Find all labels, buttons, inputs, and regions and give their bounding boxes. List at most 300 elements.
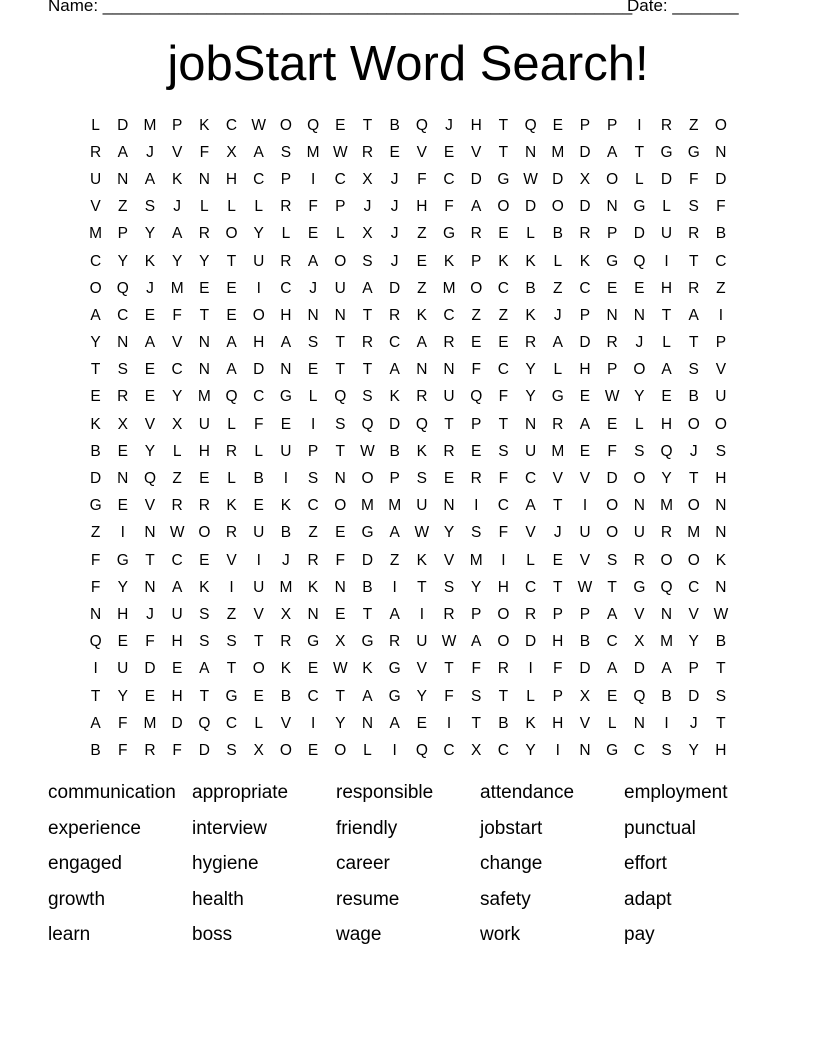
grid-letter: I	[501, 551, 506, 569]
grid-letter: K	[144, 252, 156, 270]
grid-letter: I	[392, 741, 397, 759]
grid-letter: J	[390, 225, 399, 243]
grid-letter: G	[443, 225, 456, 243]
grid-letter: E	[307, 361, 319, 379]
grid-letter: E	[199, 470, 210, 488]
grid-letter: I	[446, 714, 452, 732]
grid-letter: C	[524, 578, 537, 596]
grid-letter: O	[660, 551, 673, 569]
grid-letter: E	[443, 470, 455, 488]
grid-letter: Z	[308, 524, 318, 542]
grid-letter: T	[335, 442, 346, 460]
grid-letter: M	[279, 578, 293, 596]
grid-letter: K	[280, 660, 292, 678]
grid-letter: B	[90, 442, 101, 460]
grid-letter: E	[443, 143, 455, 161]
grid-letter: O	[279, 741, 292, 759]
grid-letter: C	[443, 306, 455, 324]
grid-letter: T	[226, 252, 237, 270]
grid-letter: O	[225, 225, 238, 243]
grid-letter: E	[199, 551, 210, 569]
grid-letter: A	[661, 660, 672, 678]
grid-letter: M	[469, 551, 483, 569]
grid-letter: N	[633, 714, 645, 732]
grid-letter: K	[389, 388, 400, 406]
grid-letter: T	[716, 714, 726, 732]
grid-letter: D	[633, 660, 645, 678]
grid-letter: Z	[716, 279, 726, 297]
grid-letter: V	[634, 605, 645, 623]
grid-letter: N	[606, 306, 618, 324]
grid-letter: K	[525, 714, 536, 732]
word-list-item: interview	[192, 817, 267, 839]
grid-letter: V	[715, 361, 727, 379]
grid-letter: A	[362, 279, 373, 297]
grid-letter: S	[362, 388, 373, 406]
grid-letter: C	[334, 170, 346, 188]
grid-letter: N	[606, 198, 618, 216]
grid-letter: N	[443, 497, 455, 515]
grid-letter: F	[471, 361, 481, 379]
grid-letter: P	[471, 415, 482, 433]
grid-letter: R	[443, 334, 455, 352]
grid-letter: S	[661, 741, 672, 759]
grid-letter: K	[416, 306, 428, 324]
grid-letter: J	[363, 198, 372, 216]
word-list-item: learn	[48, 924, 91, 946]
grid-letter: C	[606, 633, 618, 651]
grid-letter: Q	[89, 633, 102, 651]
date-field-label: Date: _______	[627, 0, 739, 15]
grid-letter: B	[280, 687, 292, 705]
word-list-item: resume	[336, 888, 400, 910]
grid-letter: C	[443, 170, 455, 188]
grid-letter: X	[634, 633, 645, 651]
grid-letter: A	[688, 306, 699, 324]
grid-letter: U	[579, 524, 591, 542]
grid-letter: D	[253, 361, 265, 379]
grid-letter: S	[498, 442, 509, 460]
grid-letter: D	[524, 198, 537, 216]
grid-letter: F	[444, 198, 454, 216]
grid-letter: I	[93, 660, 98, 678]
word-list-item: jobstart	[480, 817, 543, 839]
grid-letter: F	[716, 198, 726, 216]
grid-letter: M	[551, 143, 565, 161]
grid-letter: V	[579, 714, 591, 732]
grid-letter: G	[633, 578, 646, 596]
grid-letter: K	[280, 497, 292, 515]
grid-letter: Y	[688, 741, 699, 759]
grid-letter: V	[471, 143, 482, 161]
grid-letter: Y	[525, 741, 536, 759]
grid-letter: H	[198, 442, 210, 460]
grid-letter: R	[280, 198, 292, 216]
grid-letter: Q	[524, 116, 537, 134]
grid-letter: M	[89, 225, 103, 243]
grid-letter: S	[199, 605, 210, 623]
grid-letter: S	[144, 198, 156, 216]
grid-letter: E	[498, 225, 509, 243]
grid-letter: A	[362, 687, 373, 705]
grid-letter: N	[715, 143, 727, 161]
grid-letter: C	[443, 741, 455, 759]
grid-letter: I	[256, 279, 261, 297]
grid-letter: N	[443, 361, 455, 379]
grid-letter: X	[226, 143, 237, 161]
grid-letter: U	[253, 252, 265, 270]
grid-letter: F	[553, 660, 563, 678]
grid-letter: R	[171, 497, 183, 515]
grid-letter: C	[497, 497, 509, 515]
grid-letter: S	[362, 252, 373, 270]
grid-letter: H	[497, 578, 509, 596]
word-list-item: effort	[624, 853, 667, 875]
grid-letter: Y	[144, 442, 156, 460]
grid-letter: D	[606, 470, 618, 488]
grid-letter: K	[416, 442, 428, 460]
grid-letter: S	[416, 470, 428, 488]
grid-letter: T	[716, 660, 726, 678]
grid-letter: E	[307, 225, 319, 243]
grid-letter: F	[145, 633, 155, 651]
grid-letter: U	[280, 442, 292, 460]
grid-letter: E	[117, 497, 128, 515]
grid-letter: G	[633, 198, 646, 216]
grid-letter: E	[416, 714, 428, 732]
grid-letter: M	[388, 497, 402, 515]
grid-letter: A	[144, 334, 156, 352]
grid-letter: R	[579, 225, 591, 243]
grid-letter: B	[715, 225, 727, 243]
grid-letter: F	[498, 388, 509, 406]
grid-letter: N	[89, 605, 102, 623]
grid-letter: D	[198, 741, 210, 759]
grid-letter: H	[280, 306, 292, 324]
grid-letter: R	[198, 225, 210, 243]
grid-letter: K	[90, 415, 101, 433]
grid-letter: G	[116, 551, 129, 569]
grid-letter: H	[117, 605, 129, 623]
grid-letter: T	[634, 143, 645, 161]
grid-letter: R	[552, 415, 564, 433]
grid-letter: T	[688, 470, 699, 488]
grid-letter: O	[687, 551, 700, 569]
grid-letter: N	[715, 524, 727, 542]
grid-letter: J	[309, 279, 317, 297]
grid-letter: H	[715, 470, 727, 488]
grid-letter: G	[89, 497, 102, 515]
grid-letter: J	[445, 116, 453, 134]
grid-letter: Q	[143, 470, 156, 488]
grid-letter: O	[334, 252, 347, 270]
grid-letter: F	[118, 741, 128, 759]
grid-letter: P	[307, 442, 319, 460]
grid-letter: G	[388, 687, 401, 705]
grid-letter: C	[225, 116, 238, 134]
grid-letter: O	[198, 524, 211, 542]
grid-letter: E	[280, 415, 292, 433]
grid-letter: J	[689, 714, 698, 732]
grid-letter: U	[633, 524, 645, 542]
grid-letter: T	[362, 306, 373, 324]
grid-letter: N	[334, 470, 346, 488]
grid-letter: M	[143, 714, 157, 732]
grid-letter: R	[280, 252, 292, 270]
grid-letter: R	[443, 605, 455, 623]
grid-letter: O	[714, 415, 727, 433]
grid-letter: L	[281, 225, 291, 243]
page-title: jobStart Word Search!	[167, 37, 649, 91]
grid-letter: A	[171, 578, 183, 596]
letter-grid	[82, 112, 735, 765]
grid-letter: O	[334, 497, 347, 515]
grid-letter: N	[198, 361, 210, 379]
grid-letter: U	[334, 279, 346, 297]
grid-letter: S	[715, 442, 727, 460]
grid-letter: X	[280, 605, 292, 623]
grid-letter: E	[90, 388, 101, 406]
grid-letter: T	[253, 633, 264, 651]
grid-letter: O	[687, 415, 700, 433]
grid-letter: V	[171, 334, 183, 352]
grid-letter: L	[227, 470, 236, 488]
grid-letter: Q	[225, 388, 238, 406]
grid-letter: I	[310, 714, 316, 732]
grid-letter: G	[361, 524, 374, 542]
grid-letter: D	[89, 470, 102, 488]
grid-letter: Z	[172, 470, 182, 488]
grid-letter: N	[633, 306, 645, 324]
grid-letter: T	[498, 143, 509, 161]
grid-letter: P	[552, 687, 563, 705]
grid-letter: E	[606, 415, 618, 433]
grid-letter: W	[713, 605, 729, 623]
grid-letter: N	[144, 578, 156, 596]
grid-letter: E	[634, 279, 645, 297]
grid-letter: T	[335, 361, 346, 379]
grid-letter: R	[497, 660, 509, 678]
grid-letter: W	[604, 388, 620, 406]
grid-letter: C	[171, 551, 183, 569]
grid-letter: U	[253, 578, 265, 596]
grid-letter: E	[226, 306, 237, 324]
grid-letter: I	[419, 605, 424, 623]
grid-letter: L	[254, 442, 264, 460]
grid-letter: H	[171, 687, 183, 705]
grid-letter: P	[280, 170, 292, 188]
grid-letter: E	[335, 116, 346, 134]
grid-letter: I	[718, 306, 724, 324]
grid-letter: U	[660, 225, 673, 243]
grid-letter: A	[90, 306, 101, 324]
grid-letter: V	[525, 524, 536, 542]
grid-letter: A	[226, 361, 237, 379]
grid-letter: O	[497, 633, 510, 651]
grid-letter: E	[335, 524, 346, 542]
grid-letter: A	[579, 415, 591, 433]
grid-letter: T	[417, 578, 427, 596]
grid-letter: D	[552, 170, 564, 188]
grid-letter: S	[471, 687, 482, 705]
grid-letter: V	[579, 551, 591, 569]
grid-letter: D	[117, 116, 129, 134]
grid-letter: R	[688, 279, 700, 297]
word-list-item: engaged	[48, 853, 122, 875]
grid-letter: T	[199, 687, 210, 705]
grid-letter: I	[256, 551, 261, 569]
grid-letter: K	[498, 252, 509, 270]
grid-letter: U	[443, 388, 455, 406]
grid-letter: E	[144, 306, 156, 324]
grid-letter: J	[390, 198, 399, 216]
grid-letter: G	[606, 252, 619, 270]
grid-letter: E	[199, 279, 210, 297]
grid-letter: T	[688, 334, 699, 352]
grid-letter: D	[579, 143, 591, 161]
grid-letter: H	[552, 633, 564, 651]
grid-letter: M	[660, 633, 673, 651]
grid-letter: X	[471, 741, 482, 759]
word-list-item: communication	[48, 782, 176, 803]
grid-letter: K	[171, 170, 183, 188]
grid-letter: U	[253, 524, 265, 542]
grid-letter: C	[307, 497, 319, 515]
grid-letter: O	[497, 605, 510, 623]
grid-letter: C	[579, 279, 591, 297]
grid-letter: I	[310, 415, 316, 433]
grid-letter: X	[253, 741, 264, 759]
grid-letter: D	[389, 415, 401, 433]
grid-letter: T	[688, 252, 699, 270]
grid-letter: V	[144, 415, 156, 433]
grid-letter: S	[688, 361, 699, 379]
word-list-item: change	[480, 853, 543, 875]
grid-letter: Y	[471, 578, 482, 596]
grid-letter: D	[524, 633, 537, 651]
grid-letter: N	[660, 605, 673, 623]
grid-letter: C	[280, 279, 292, 297]
grid-letter: R	[144, 741, 156, 759]
grid-letter: F	[172, 741, 182, 759]
grid-letter: E	[335, 605, 346, 623]
grid-letter: C	[171, 361, 183, 379]
grid-letter: D	[470, 170, 482, 188]
grid-letter: S	[226, 633, 237, 651]
grid-letter: C	[497, 279, 509, 297]
grid-letter: P	[715, 334, 727, 352]
grid-letter: R	[660, 116, 673, 134]
grid-letter: Y	[335, 714, 346, 732]
grid-letter: Z	[90, 524, 101, 542]
grid-letter: M	[361, 497, 374, 515]
grid-letter: B	[280, 524, 292, 542]
grid-letter: Z	[553, 279, 563, 297]
grid-letter: G	[660, 143, 673, 161]
grid-letter: F	[90, 578, 101, 596]
grid-letter: X	[335, 633, 346, 651]
grid-letter: V	[253, 605, 264, 623]
grid-letter: R	[633, 551, 645, 569]
grid-letter: N	[117, 334, 129, 352]
grid-letter: F	[118, 714, 128, 732]
grid-letter: K	[416, 551, 428, 569]
grid-letter: F	[688, 170, 699, 188]
grid-letter: N	[334, 578, 346, 596]
grid-letter: S	[715, 687, 727, 705]
grid-letter: Z	[471, 306, 481, 324]
grid-letter: A	[253, 143, 264, 161]
grid-letter: O	[606, 524, 619, 542]
grid-letter: A	[389, 605, 400, 623]
grid-letter: W	[169, 524, 185, 542]
grid-letter: T	[471, 714, 481, 732]
word-list-item: appropriate	[192, 782, 289, 803]
grid-letter: N	[715, 497, 727, 515]
grid-letter: I	[528, 660, 533, 678]
grid-letter: P	[579, 605, 591, 623]
word-list-item: employment	[624, 782, 728, 803]
grid-letter: C	[307, 687, 319, 705]
grid-letter: Y	[634, 388, 645, 406]
word-list-item: wage	[336, 924, 382, 946]
grid-letter: N	[633, 497, 645, 515]
grid-letter: F	[498, 470, 509, 488]
grid-letter: R	[470, 470, 482, 488]
grid-letter: D	[688, 687, 700, 705]
grid-letter: U	[171, 605, 183, 623]
grid-letter: M	[306, 143, 320, 161]
grid-letter: G	[687, 143, 700, 161]
grid-letter: L	[335, 225, 345, 243]
grid-letter: V	[579, 470, 591, 488]
grid-letter: J	[173, 198, 182, 216]
grid-letter: J	[146, 279, 154, 297]
grid-letter: D	[660, 170, 673, 188]
grid-letter: N	[715, 578, 727, 596]
grid-letter: F	[607, 442, 617, 460]
grid-letter: J	[689, 442, 698, 460]
grid-letter: E	[416, 252, 428, 270]
grid-letter: A	[471, 633, 482, 651]
grid-letter: E	[661, 388, 672, 406]
grid-letter: T	[90, 687, 101, 705]
grid-letter: G	[497, 170, 510, 188]
grid-letter: X	[579, 687, 591, 705]
grid-letter: N	[307, 306, 319, 324]
grid-letter: A	[199, 660, 210, 678]
grid-letter: N	[198, 170, 210, 188]
grid-letter: G	[361, 633, 374, 651]
grid-letter: W	[251, 116, 267, 134]
grid-letter: I	[283, 470, 289, 488]
grid-letter: M	[170, 279, 184, 297]
grid-letter: U	[198, 415, 210, 433]
grid-letter: S	[199, 633, 210, 651]
word-list-item: friendly	[336, 817, 398, 839]
grid-letter: F	[172, 306, 182, 324]
grid-letter: K	[199, 578, 210, 596]
grid-letter: I	[310, 170, 316, 188]
grid-letter: R	[361, 334, 374, 352]
grid-letter: O	[551, 198, 564, 216]
grid-letter: W	[360, 442, 375, 460]
grid-letter: C	[524, 470, 537, 488]
grid-letter: A	[90, 714, 101, 732]
grid-letter: D	[579, 198, 591, 216]
grid-letter: C	[89, 252, 102, 270]
grid-letter: T	[444, 660, 454, 678]
